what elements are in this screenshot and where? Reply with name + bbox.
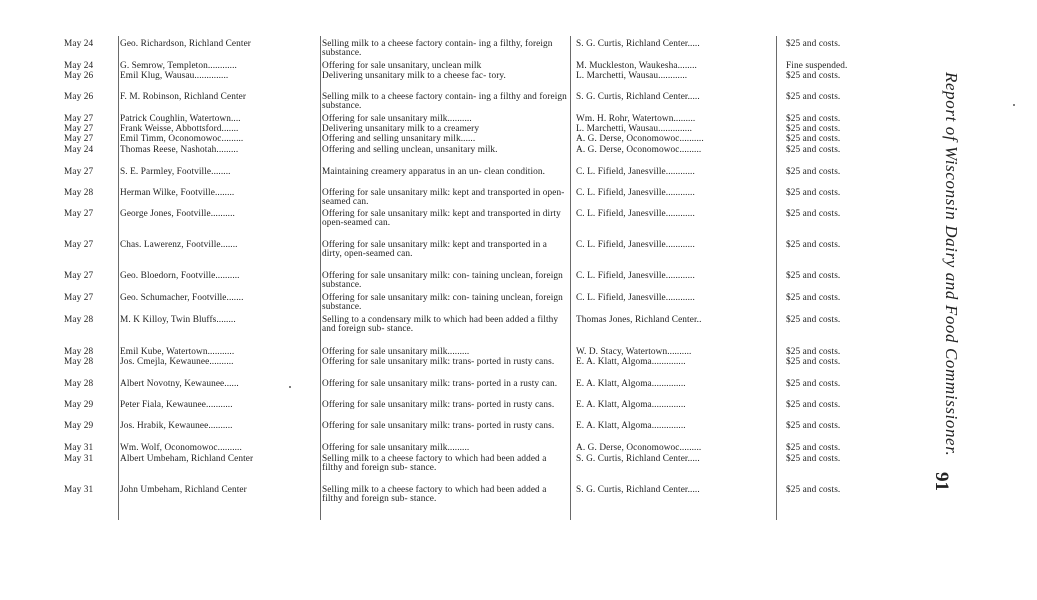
complainant-cell: S. G. Curtis, Richland Center..... <box>576 92 700 102</box>
date-cell: May 27 <box>64 134 94 144</box>
offense-cell: Offering and selling unsanitary milk...... <box>322 134 476 144</box>
date-cell: May 27 <box>64 114 94 124</box>
date-cell: May 28 <box>64 379 94 389</box>
defendant-cell: Emil Kube, Watertown........... <box>120 347 235 357</box>
offense-cell: Offering for sale unsanitary milk: kept and transported in dirty open-seamed can. <box>322 209 561 228</box>
offense-cell: Selling milk to a cheese factory contain- ing a filthy, foreign substance. <box>322 39 553 58</box>
offense-cell: Selling milk to a cheese factory to which had been added a filthy and foreign sub- stance. <box>322 454 547 473</box>
penalty-cell: $25 and costs. <box>786 443 841 453</box>
defendant-cell: Wm. Wolf, Oconomowoc.......... <box>120 443 242 453</box>
offense-cell: Offering for sale unsanitary milk: con- taining unclean, foreign substance. <box>322 293 563 312</box>
defendant-cell: Herman Wilke, Footville........ <box>120 188 235 198</box>
defendant-cell: G. Semrow, Templeton............ <box>120 61 237 71</box>
defendant-cell: Albert Novotny, Kewaunee...... <box>120 379 239 389</box>
date-cell: May 27 <box>64 209 94 219</box>
penalty-cell: $25 and costs. <box>786 293 841 303</box>
penalty-cell: $25 and costs. <box>786 379 841 389</box>
offense-cell: Offering for sale unsanitary milk......... <box>322 443 470 453</box>
date-cell: May 27 <box>64 293 94 303</box>
offense-cell: Offering for sale unsanitary milk: trans- ported in rusty cans. <box>322 357 555 367</box>
offense-cell: Offering for sale unsanitary, unclean milk <box>322 61 482 71</box>
defendant-cell: Peter Fiala, Kewaunee........... <box>120 400 233 410</box>
column-rule <box>570 36 571 520</box>
offense-cell: Delivering unsanitary milk to a creamery <box>322 124 480 134</box>
date-cell: May 31 <box>64 454 94 464</box>
penalty-cell: $25 and costs. <box>786 400 841 410</box>
complainant-cell: E. A. Klatt, Algoma.............. <box>576 421 686 431</box>
defendant-cell: Geo. Schumacher, Footville....... <box>120 293 244 303</box>
complainant-cell: A. G. Derse, Oconomowoc.......... <box>576 134 704 144</box>
offense-cell: Offering for sale unsanitary milk: trans- ported in rusty cans. <box>322 421 555 431</box>
penalty-cell: $25 and costs. <box>786 92 841 102</box>
offense-cell: Maintaining creamery apparatus in an un- clean condition. <box>322 167 546 177</box>
defendant-cell: Geo. Bloedorn, Footville.......... <box>120 271 240 281</box>
penalty-cell: $25 and costs. <box>786 485 841 495</box>
complainant-cell: S. G. Curtis, Richland Center..... <box>576 454 700 464</box>
penalty-cell: $25 and costs. <box>786 188 841 198</box>
penalty-cell: $25 and costs. <box>786 271 841 281</box>
defendant-cell: Frank Weisse, Abbottsford....... <box>120 124 239 134</box>
penalty-cell: $25 and costs. <box>786 347 841 357</box>
defendant-cell: Emil Klug, Wausau.............. <box>120 71 229 81</box>
date-cell: May 27 <box>64 271 94 281</box>
complainant-cell: C. L. Fifield, Janesville............ <box>576 293 695 303</box>
penalty-cell: $25 and costs. <box>786 421 841 431</box>
defendant-cell: Patrick Coughlin, Watertown.... <box>120 114 241 124</box>
defendant-cell: Chas. Lawerenz, Footville....... <box>120 240 238 250</box>
penalty-cell: $25 and costs. <box>786 357 841 367</box>
date-cell: May 29 <box>64 421 94 431</box>
date-cell: May 27 <box>64 167 94 177</box>
offense-cell: Offering for sale unsanitary milk......... <box>322 347 470 357</box>
offense-cell: Offering for sale unsanitary milk: kept and transported in open-seamed can. <box>322 188 565 207</box>
offense-cell: Selling to a condensary milk to which had been added a filthy and foreign sub- stance. <box>322 315 559 334</box>
complainant-cell: A. G. Derse, Oconomowoc......... <box>576 443 702 453</box>
date-cell: May 27 <box>64 240 94 250</box>
date-cell: May 26 <box>64 92 94 102</box>
offense-cell: Offering for sale unsanitary milk: trans- ported in rusty cans. <box>322 400 555 410</box>
complainant-cell: Thomas Jones, Richland Center.. <box>576 315 702 325</box>
penalty-cell: $25 and costs. <box>786 134 841 144</box>
offense-cell: Delivering unsanitary milk to a cheese fac- tory. <box>322 71 506 81</box>
complainant-cell: C. L. Fifield, Janesville............ <box>576 271 695 281</box>
complainant-cell: C. L. Fifield, Janesville............ <box>576 209 695 219</box>
defendant-cell: Jos. Cmejla, Kewaunee.......... <box>120 357 234 367</box>
date-cell: May 24 <box>64 145 94 155</box>
penalty-cell: $25 and costs. <box>786 315 841 325</box>
defendant-cell: M. K Killoy, Twin Bluffs........ <box>120 315 236 325</box>
column-rule <box>320 36 321 520</box>
report-title: Report of Wisconsin Dairy and Food Commissioner. <box>942 72 961 457</box>
complainant-cell: L. Marchetti, Wausau............ <box>576 71 688 81</box>
penalty-cell: $25 and costs. <box>786 124 841 134</box>
date-cell: May 26 <box>64 71 94 81</box>
penalty-cell: Fine suspended. <box>786 61 848 71</box>
penalty-cell: $25 and costs. <box>786 114 841 124</box>
penalty-cell: $25 and costs. <box>786 71 841 81</box>
complainant-cell: E. A. Klatt, Algoma.............. <box>576 357 686 367</box>
defendant-cell: Albert Umbeham, Richland Center <box>120 454 254 464</box>
date-cell: May 24 <box>64 39 94 49</box>
defendant-cell: John Umbeham, Richland Center <box>120 485 247 495</box>
penalty-cell: $25 and costs. <box>786 39 841 49</box>
column-rule <box>118 36 119 520</box>
complainant-cell: W. D. Stacy, Watertown.......... <box>576 347 692 357</box>
complainant-cell: M. Muckleston, Waukesha........ <box>576 61 697 71</box>
penalty-cell: $25 and costs. <box>786 454 841 464</box>
defendant-cell: Emil Timm, Oconomowoc......... <box>120 134 244 144</box>
penalty-cell: $25 and costs. <box>786 240 841 250</box>
offense-cell: Selling milk to a cheese factory contain- ing a filthy and foreign substance. <box>322 92 567 111</box>
column-rule <box>776 36 777 520</box>
offense-cell: Offering and selling unclean, unsanitary milk. <box>322 145 498 155</box>
page-number: 91 <box>931 472 952 491</box>
defendant-cell: Thomas Reese, Nashotah......... <box>120 145 239 155</box>
complainant-cell: E. A. Klatt, Algoma.............. <box>576 400 686 410</box>
complainant-cell: C. L. Fifield, Janesville............ <box>576 188 695 198</box>
offense-cell: Offering for sale unsanitary milk: trans- ported in a rusty can. <box>322 379 558 389</box>
defendant-cell: Jos. Hrabik, Kewaunee.......... <box>120 421 233 431</box>
defendant-cell: Geo. Richardson, Richland Center <box>120 39 252 49</box>
offense-cell: Offering for sale unsanitary milk.......... <box>322 114 472 124</box>
offense-cell: Offering for sale unsanitary milk: kept and transported in a dirty, open-seamed can. <box>322 240 548 259</box>
complainant-cell: S. G. Curtis, Richland Center..... <box>576 39 700 49</box>
penalty-cell: $25 and costs. <box>786 209 841 219</box>
date-cell: May 28 <box>64 188 94 198</box>
date-cell: May 28 <box>64 347 94 357</box>
penalty-cell: $25 and costs. <box>786 145 841 155</box>
complainant-cell: C. L. Fifield, Janesville............ <box>576 167 695 177</box>
complainant-cell: E. A. Klatt, Algoma.............. <box>576 379 686 389</box>
defendant-cell: F. M. Robinson, Richland Center <box>120 92 247 102</box>
ink-speck <box>1013 104 1015 106</box>
penalty-cell: $25 and costs. <box>786 167 841 177</box>
complainant-cell: Wm. H. Rohr, Watertown......... <box>576 114 696 124</box>
date-cell: May 28 <box>64 315 94 325</box>
complainant-cell: L. Marchetti, Wausau.............. <box>576 124 693 134</box>
date-cell: May 28 <box>64 357 94 367</box>
ink-speck <box>289 386 291 388</box>
date-cell: May 24 <box>64 61 94 71</box>
complainant-cell: S. G. Curtis, Richland Center..... <box>576 485 700 495</box>
date-cell: May 31 <box>64 485 94 495</box>
date-cell: May 27 <box>64 124 94 134</box>
date-cell: May 29 <box>64 400 94 410</box>
defendant-cell: S. E. Parmley, Footville........ <box>120 167 231 177</box>
offense-cell: Offering for sale unsanitary milk: con- taining unclean, foreign substance. <box>322 271 563 290</box>
offense-cell: Selling milk to a cheese factory to which had been added a filthy and foreign sub- stance. <box>322 485 547 504</box>
complainant-cell: A. G. Derse, Oconomowoc......... <box>576 145 702 155</box>
defendant-cell: George Jones, Footville.......... <box>120 209 235 219</box>
complainant-cell: C. L. Fifield, Janesville............ <box>576 240 695 250</box>
date-cell: May 31 <box>64 443 94 453</box>
